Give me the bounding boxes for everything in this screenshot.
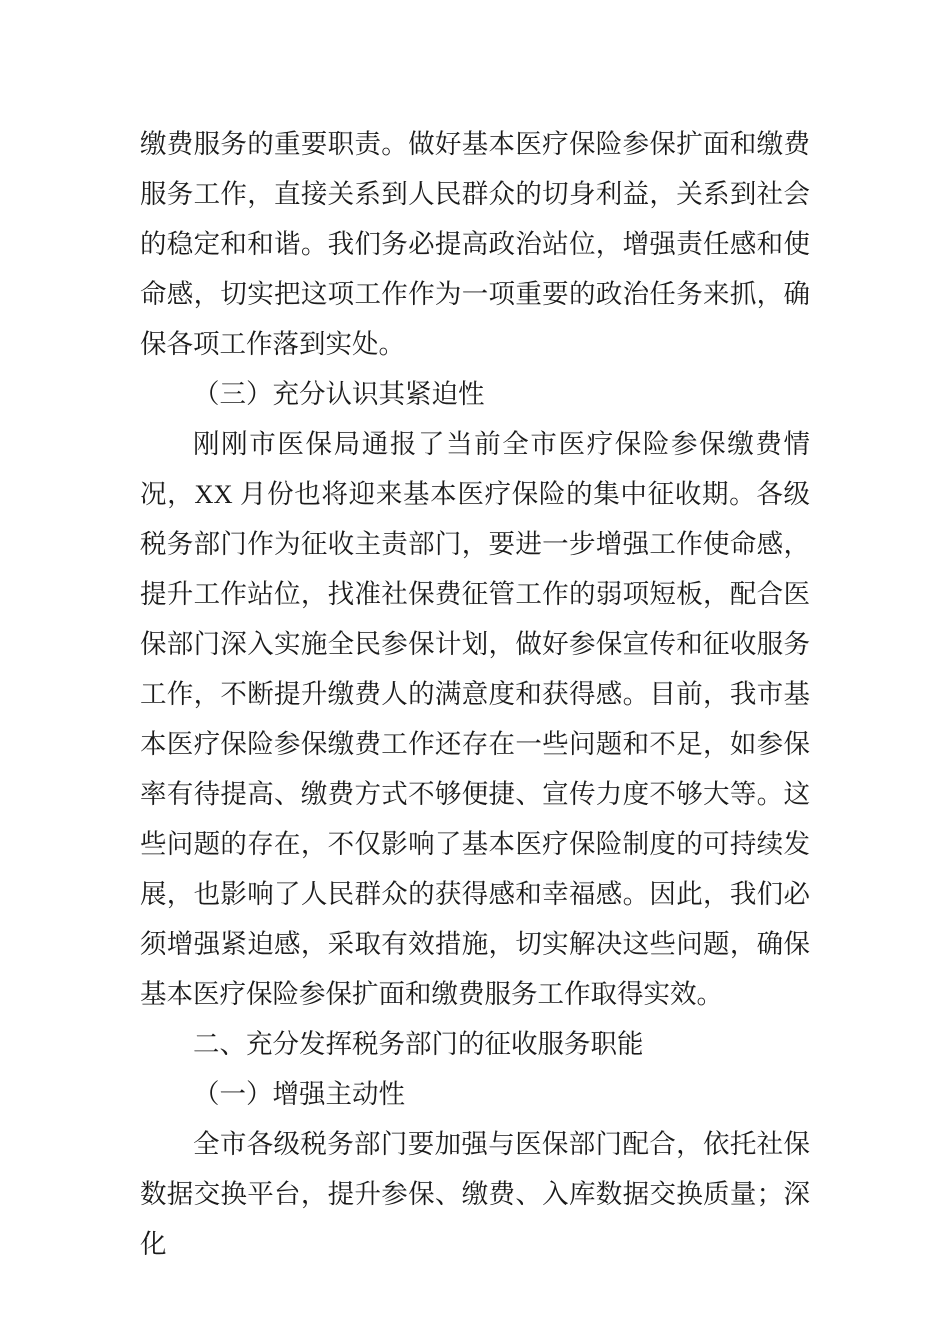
section-heading: （一）增强主动性 [193,1079,405,1109]
paragraph: 全市各级税务部门要加强与医保部门配合，依托社保数据交换平台，提升参保、缴费、入库数据交换质量；深化 [140,1129,810,1259]
paragraph: 缴费服务的重要职责。做好基本医疗保险参保扩面和缴费服务工作，直接关系到人民群众的切身利益，关系到社会的稳定和和谐。我们务必提高政治站位，增强责任感和使命感，切实把这项工作作为一项重要的政治任务来抓，确保各项工作落到实处。 [140,129,810,359]
section-heading: （三）充分认识其紧迫性 [193,379,485,409]
section-heading: 二、充分发挥税务部门的征收服务职能 [193,1029,644,1059]
paragraph: 刚刚市医保局通报了当前全市医疗保险参保缴费情况，XX 月份也将迎来基本医疗保险的集中征收期。各级税务部门作为征收主责部门，要进一步增强工作使命感，提升工作站位，找准社保费征管工作的弱项短板，配合医保部门深入实施全民参保计划，做好参保宣传和征收服务工作，不断提升缴费人的满意度和获得感。目前，我市基本医疗保险参保缴费工作还存在一些问题和不足，如参保率有待提高、缴费方式不够便捷、宣传力度不够大等。这些问题的存在，不仅影响了基本医疗保险制度的可持续发展，也影响了人民群众的获得感和幸福感。因此，我们必须增强紧迫感，采取有效措施，切实解决这些问题，确保基本医疗保险参保扩面和缴费服务工作取得实效。 [140,429,810,1009]
